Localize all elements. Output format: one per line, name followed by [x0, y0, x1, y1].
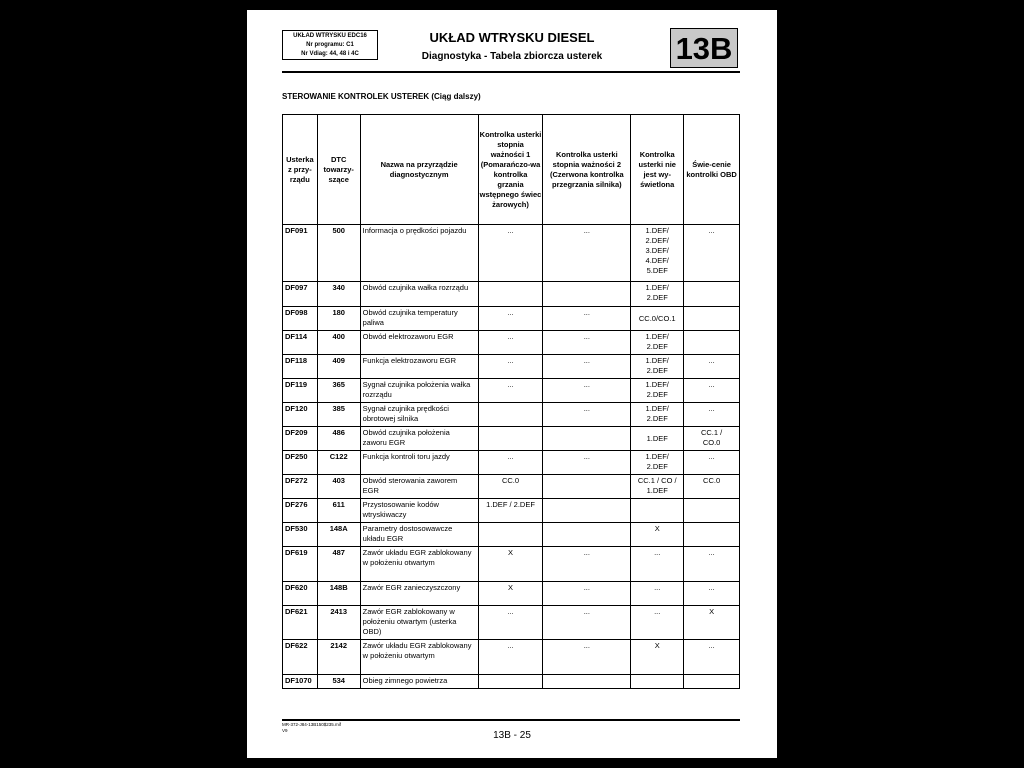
- lamp2-cell: ...: [543, 225, 631, 282]
- obd-cell: ...: [684, 355, 740, 379]
- obd-cell: X: [684, 606, 740, 640]
- lamp1-cell: CC.0: [478, 475, 543, 499]
- fault-code-cell: DF272: [283, 475, 318, 499]
- lamp1-cell: ...: [478, 355, 543, 379]
- fault-code-cell: DF530: [283, 523, 318, 547]
- fault-name-cell: Zawór EGR zanieczyszczony: [360, 582, 478, 606]
- fault-code-cell: DF118: [283, 355, 318, 379]
- dtc-cell: 611: [317, 499, 360, 523]
- dtc-cell: 148A: [317, 523, 360, 547]
- fault-code-cell: DF114: [283, 331, 318, 355]
- obd-cell: [684, 331, 740, 355]
- lamp2-cell: ...: [543, 547, 631, 582]
- lamp2-cell: [543, 282, 631, 307]
- table-row: [283, 451, 740, 475]
- fault-name-cell: Parametry dostosowawcze układu EGR: [360, 523, 478, 547]
- info-line-program: Nr programu: C1: [306, 42, 354, 48]
- lamp1-cell: ...: [478, 331, 543, 355]
- lamp2-cell: ...: [543, 640, 631, 675]
- table-row: [283, 282, 740, 307]
- lamp1-cell: 1.DEF / 2.DEF: [478, 499, 543, 523]
- fault-name-cell: Informacja o prędkości pojazdu: [360, 225, 478, 282]
- fault-name-cell: Zawór układu EGR zablokowany w położeniu otwartym: [360, 547, 478, 582]
- document-reference: [282, 722, 341, 734]
- dtc-cell: 486: [317, 427, 360, 451]
- lamp1-cell: X: [478, 547, 543, 582]
- lamp2-cell: [543, 427, 631, 451]
- lamp2-cell: [543, 675, 631, 689]
- fault-name-cell: Sygnał czujnika położenia wałka rozrządu: [360, 379, 478, 403]
- lamp1-cell: [478, 282, 543, 307]
- fault-code-cell: DF1070: [283, 675, 318, 689]
- obd-cell: ...: [684, 403, 740, 427]
- lamp1-cell: [478, 523, 543, 547]
- obd-cell: [684, 523, 740, 547]
- lamp1-cell: ...: [478, 379, 543, 403]
- table-row: [283, 523, 740, 547]
- footer-divider: [282, 719, 740, 721]
- lamp2-cell: [543, 523, 631, 547]
- fault-table: [282, 114, 740, 689]
- lamp1-cell: [478, 427, 543, 451]
- fault-name-cell: Przystosowanie kodów wtryskiwaczy: [360, 499, 478, 523]
- page-subtitle: Diagnostyka - Tabela zbiorcza usterek: [421, 51, 603, 62]
- obd-cell: CC.1 / CO.0: [684, 427, 740, 451]
- table-row: [283, 606, 740, 640]
- dtc-cell: 487: [317, 547, 360, 582]
- table-row: [283, 675, 740, 689]
- fault-name-cell: Obwód czujnika temperatury paliwa: [360, 307, 478, 331]
- reference-file: MR-372-J84-13B150$235.mif: [282, 722, 342, 727]
- fault-name-cell: Sygnał czujnika prędkości obrotowej silnika: [360, 403, 478, 427]
- fault-code-cell: DF276: [283, 499, 318, 523]
- lamp1-cell: ...: [478, 606, 543, 640]
- dtc-cell: 365: [317, 379, 360, 403]
- obd-cell: [684, 675, 740, 689]
- table-body: [283, 225, 740, 689]
- fault-name-cell: Obwód czujnika położenia zaworu EGR: [360, 427, 478, 451]
- header-divider: [282, 71, 740, 73]
- no-lamp-cell: 1.DEF/ 2.DEF: [631, 451, 684, 475]
- obd-cell: ...: [684, 451, 740, 475]
- dtc-cell: 500: [317, 225, 360, 282]
- lamp1-cell: ...: [478, 640, 543, 675]
- dtc-cell: 340: [317, 282, 360, 307]
- fault-name-cell: Funkcja kontroli toru jazdy: [360, 451, 478, 475]
- lamp1-cell: [478, 675, 543, 689]
- dtc-cell: C122: [317, 451, 360, 475]
- fault-code-cell: DF250: [283, 451, 318, 475]
- no-lamp-cell: 1.DEF: [631, 427, 684, 451]
- lamp2-cell: ...: [543, 379, 631, 403]
- lamp1-cell: ...: [478, 225, 543, 282]
- chapter-badge: 13B: [670, 28, 738, 68]
- page-title: UKŁAD WTRYSKU DIESEL: [429, 30, 595, 45]
- obd-cell: ...: [684, 379, 740, 403]
- dtc-cell: 400: [317, 331, 360, 355]
- dtc-cell: 148B: [317, 582, 360, 606]
- no-lamp-cell: [631, 675, 684, 689]
- no-lamp-cell: X: [631, 523, 684, 547]
- fault-name-cell: Zawór EGR zablokowany w położeniu otwartym (usterka OBD): [360, 606, 478, 640]
- lamp2-cell: ...: [543, 403, 631, 427]
- dtc-cell: 385: [317, 403, 360, 427]
- col-header-lamp1: Kontrolka usterki stopnia ważności 1 (Pomarańczo-wa kontrolka grzania wstępnego świec żarowych): [478, 115, 543, 225]
- fault-code-cell: DF119: [283, 379, 318, 403]
- table-row: [283, 640, 740, 675]
- col-header-fault: Usterka z przy-rządu: [283, 115, 318, 225]
- col-header-dtc: DTC towarzy-szące: [317, 115, 360, 225]
- program-info-box: [282, 30, 378, 60]
- info-line-vdiag: Nr Vdiag: 44, 48 i 4C: [301, 51, 359, 57]
- dtc-cell: 180: [317, 307, 360, 331]
- dtc-cell: 409: [317, 355, 360, 379]
- dtc-cell: 403: [317, 475, 360, 499]
- table-header-row: [283, 115, 740, 225]
- obd-cell: [684, 307, 740, 331]
- fault-code-cell: DF622: [283, 640, 318, 675]
- no-lamp-cell: CC.0/CO.1: [631, 307, 684, 331]
- col-header-no-lamp: Kontrolka usterki nie jest wy-świetlona: [631, 115, 684, 225]
- lamp1-cell: X: [478, 582, 543, 606]
- section-title: STEROWANIE KONTROLEK USTEREK (Ciąg dalszy): [282, 92, 481, 101]
- no-lamp-cell: 1.DEF/ 2.DEF: [631, 403, 684, 427]
- fault-code-cell: DF209: [283, 427, 318, 451]
- table-row: [283, 475, 740, 499]
- reference-version: V9: [282, 728, 288, 733]
- lamp2-cell: [543, 499, 631, 523]
- obd-cell: ...: [684, 547, 740, 582]
- fault-code-cell: DF621: [283, 606, 318, 640]
- table-row: [283, 355, 740, 379]
- dtc-cell: 534: [317, 675, 360, 689]
- lamp2-cell: ...: [543, 582, 631, 606]
- table-row: [283, 225, 740, 282]
- fault-code-cell: DF091: [283, 225, 318, 282]
- fault-name-cell: Obwód elektrozaworu EGR: [360, 331, 478, 355]
- table-row: [283, 499, 740, 523]
- lamp2-cell: ...: [543, 606, 631, 640]
- lamp2-cell: ...: [543, 331, 631, 355]
- col-header-obd: Świe-cenie kontrolki OBD: [684, 115, 740, 225]
- fault-code-cell: DF097: [283, 282, 318, 307]
- obd-cell: ...: [684, 225, 740, 282]
- no-lamp-cell: X: [631, 640, 684, 675]
- lamp1-cell: ...: [478, 451, 543, 475]
- fault-code-cell: DF120: [283, 403, 318, 427]
- obd-cell: CC.0: [684, 475, 740, 499]
- info-line-system: UKŁAD WTRYSKU EDC16: [293, 33, 367, 39]
- no-lamp-cell: CC.1 / CO / 1.DEF: [631, 475, 684, 499]
- fault-name-cell: Zawór układu EGR zablokowany w położeniu otwartym: [360, 640, 478, 675]
- obd-cell: ...: [684, 582, 740, 606]
- no-lamp-cell: ...: [631, 582, 684, 606]
- fault-code-cell: DF620: [283, 582, 318, 606]
- lamp2-cell: [543, 475, 631, 499]
- col-header-name: Nazwa na przyrządzie diagnostycznym: [360, 115, 478, 225]
- lamp2-cell: ...: [543, 355, 631, 379]
- obd-cell: ...: [684, 640, 740, 675]
- no-lamp-cell: 1.DEF/ 2.DEF: [631, 379, 684, 403]
- col-header-lamp2: Kontrolka usterki stopnia ważności 2 (Czerwona kontrolka przegrzania silnika): [543, 115, 631, 225]
- document-page: [247, 10, 777, 758]
- no-lamp-cell: 1.DEF/ 2.DEF/ 3.DEF/ 4.DEF/ 5.DEF: [631, 225, 684, 282]
- table-row: [283, 403, 740, 427]
- no-lamp-cell: ...: [631, 606, 684, 640]
- no-lamp-cell: [631, 499, 684, 523]
- dtc-cell: 2142: [317, 640, 360, 675]
- table-row: [283, 582, 740, 606]
- obd-cell: [684, 499, 740, 523]
- obd-cell: [684, 282, 740, 307]
- fault-name-cell: Funkcja elektrozaworu EGR: [360, 355, 478, 379]
- no-lamp-cell: 1.DEF/ 2.DEF: [631, 282, 684, 307]
- no-lamp-cell: 1.DEF/ 2.DEF: [631, 331, 684, 355]
- dtc-cell: 2413: [317, 606, 360, 640]
- table-row: [283, 331, 740, 355]
- fault-name-cell: Obwód sterowania zaworem EGR: [360, 475, 478, 499]
- no-lamp-cell: 1.DEF/ 2.DEF: [631, 355, 684, 379]
- table-row: [283, 547, 740, 582]
- table-row: [283, 379, 740, 403]
- table-row: [283, 427, 740, 451]
- no-lamp-cell: ...: [631, 547, 684, 582]
- lamp2-cell: ...: [543, 307, 631, 331]
- table-row: [283, 307, 740, 331]
- fault-name-cell: Obwód czujnika wałka rozrządu: [360, 282, 478, 307]
- lamp1-cell: ...: [478, 307, 543, 331]
- page-number: 13B - 25: [493, 730, 531, 741]
- lamp2-cell: ...: [543, 451, 631, 475]
- fault-code-cell: DF098: [283, 307, 318, 331]
- fault-code-cell: DF619: [283, 547, 318, 582]
- lamp1-cell: [478, 403, 543, 427]
- fault-name-cell: Obieg zimnego powietrza: [360, 675, 478, 689]
